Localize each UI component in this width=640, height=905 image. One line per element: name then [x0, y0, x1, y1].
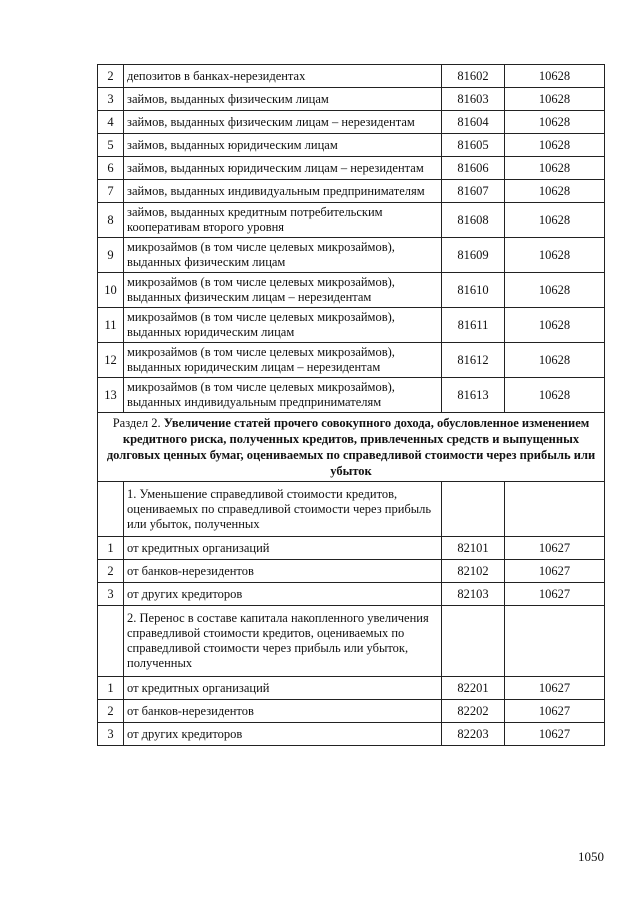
table-body-section-1	[98, 65, 605, 413]
row-description: займов, выданных физическим лицам – нерезидентам	[124, 111, 442, 134]
row-number: 13	[98, 378, 124, 413]
symbol-code: 10628	[505, 180, 605, 203]
row-number	[98, 606, 124, 677]
symbol-code: 10628	[505, 343, 605, 378]
account-code: 81605	[442, 134, 505, 157]
symbol-code: 10628	[505, 238, 605, 273]
row-number: 8	[98, 203, 124, 238]
account-code: 81612	[442, 343, 505, 378]
section-header-row	[98, 413, 605, 482]
table-row	[98, 583, 605, 606]
symbol-code: 10628	[505, 378, 605, 413]
row-description: микрозаймов (в том числе целевых микрозаймов), выданных физическим лицам	[124, 238, 442, 273]
table-body-group-1	[98, 482, 605, 606]
symbol-code: 10628	[505, 203, 605, 238]
row-number: 1	[98, 537, 124, 560]
table-row	[98, 723, 605, 746]
table-row	[98, 88, 605, 111]
section-title-text: Увеличение статей прочего совокупного дохода, обусловленное изменением кредитного риска, полученных кредитов, привлеченных средств и выпущенных долговых ценных бумаг, оцениваемых по справедливой стоимости через прибыль или убыток	[106, 416, 596, 478]
row-number: 10	[98, 273, 124, 308]
table-row	[98, 560, 605, 583]
row-description: микрозаймов (в том числе целевых микрозаймов), выданных физическим лицам – нерезидентам	[124, 273, 442, 308]
row-description: займов, выданных кредитным потребительским кооперативам второго уровня	[124, 203, 442, 238]
account-code: 82101	[442, 537, 505, 560]
row-description: микрозаймов (в том числе целевых микрозаймов), выданных индивидуальным предпринимателям	[124, 378, 442, 413]
account-code	[442, 606, 505, 677]
table-row	[98, 134, 605, 157]
row-number: 3	[98, 88, 124, 111]
row-number: 2	[98, 560, 124, 583]
row-number: 2	[98, 65, 124, 88]
account-code: 81610	[442, 273, 505, 308]
account-code: 81604	[442, 111, 505, 134]
symbol-code: 10627	[505, 560, 605, 583]
symbol-code: 10627	[505, 677, 605, 700]
section-header-group	[98, 413, 605, 482]
symbol-code: 10628	[505, 88, 605, 111]
account-code: 81606	[442, 157, 505, 180]
row-number: 1	[98, 677, 124, 700]
table-row	[98, 180, 605, 203]
symbol-code: 10627	[505, 537, 605, 560]
row-description: от кредитных организаций	[124, 537, 442, 560]
account-code: 81603	[442, 88, 505, 111]
section-title	[98, 413, 605, 482]
row-description: микрозаймов (в том числе целевых микрозаймов), выданных юридическим лицам – нерезидентам	[124, 343, 442, 378]
account-code: 82103	[442, 583, 505, 606]
row-number: 7	[98, 180, 124, 203]
table-row	[98, 111, 605, 134]
row-number: 9	[98, 238, 124, 273]
row-number: 4	[98, 111, 124, 134]
table-row	[98, 700, 605, 723]
account-code: 81609	[442, 238, 505, 273]
symbol-code: 10627	[505, 583, 605, 606]
section-prefix: Раздел 2.	[112, 416, 164, 430]
table-row	[98, 157, 605, 180]
symbol-code: 10628	[505, 273, 605, 308]
row-description: микрозаймов (в том числе целевых микрозаймов), выданных юридическим лицам	[124, 308, 442, 343]
account-code: 81608	[442, 203, 505, 238]
row-number: 11	[98, 308, 124, 343]
symbol-code: 10628	[505, 111, 605, 134]
table-row	[98, 65, 605, 88]
row-number: 3	[98, 723, 124, 746]
symbol-code: 10628	[505, 157, 605, 180]
table-row	[98, 343, 605, 378]
row-description: от банков-нерезидентов	[124, 560, 442, 583]
row-number: 2	[98, 700, 124, 723]
symbol-code: 10627	[505, 723, 605, 746]
row-description: займов, выданных индивидуальным предпринимателям	[124, 180, 442, 203]
account-code: 81613	[442, 378, 505, 413]
account-code	[442, 482, 505, 537]
symbol-code: 10628	[505, 65, 605, 88]
account-table	[97, 64, 605, 746]
table-body-group-2	[98, 606, 605, 746]
table-row	[98, 203, 605, 238]
row-description: займов, выданных юридическим лицам	[124, 134, 442, 157]
row-number: 5	[98, 134, 124, 157]
row-description: займов, выданных физическим лицам	[124, 88, 442, 111]
group-heading: 1. Уменьшение справедливой стоимости кредитов, оцениваемых по справедливой стоимости через прибыль или убыток, полученных	[124, 482, 442, 537]
row-description: займов, выданных юридическим лицам – нерезидентам	[124, 157, 442, 180]
symbol-code: 10628	[505, 134, 605, 157]
table-row	[98, 238, 605, 273]
table-row	[98, 273, 605, 308]
account-code: 81607	[442, 180, 505, 203]
row-number: 12	[98, 343, 124, 378]
row-description: от кредитных организаций	[124, 677, 442, 700]
row-description: депозитов в банках-нерезидентах	[124, 65, 442, 88]
page-number: 1050	[578, 849, 604, 864]
table-row	[98, 677, 605, 700]
account-code: 82202	[442, 700, 505, 723]
table-row	[98, 537, 605, 560]
table-row	[98, 308, 605, 343]
group-heading-row	[98, 606, 605, 677]
account-code: 82102	[442, 560, 505, 583]
account-code: 81602	[442, 65, 505, 88]
account-code: 82203	[442, 723, 505, 746]
symbol-code	[505, 482, 605, 537]
group-heading-row	[98, 482, 605, 537]
row-description: от других кредиторов	[124, 723, 442, 746]
group-heading: 2. Перенос в составе капитала накопленного увеличения справедливой стоимости кредитов, оцениваемых по справедливой стоимости через прибыль или убыток, полученных	[124, 606, 442, 677]
row-description: от других кредиторов	[124, 583, 442, 606]
account-code: 81611	[442, 308, 505, 343]
symbol-code: 10627	[505, 700, 605, 723]
table-row	[98, 378, 605, 413]
account-code: 82201	[442, 677, 505, 700]
row-number: 6	[98, 157, 124, 180]
symbol-code	[505, 606, 605, 677]
row-number	[98, 482, 124, 537]
symbol-code: 10628	[505, 308, 605, 343]
row-description: от банков-нерезидентов	[124, 700, 442, 723]
row-number: 3	[98, 583, 124, 606]
